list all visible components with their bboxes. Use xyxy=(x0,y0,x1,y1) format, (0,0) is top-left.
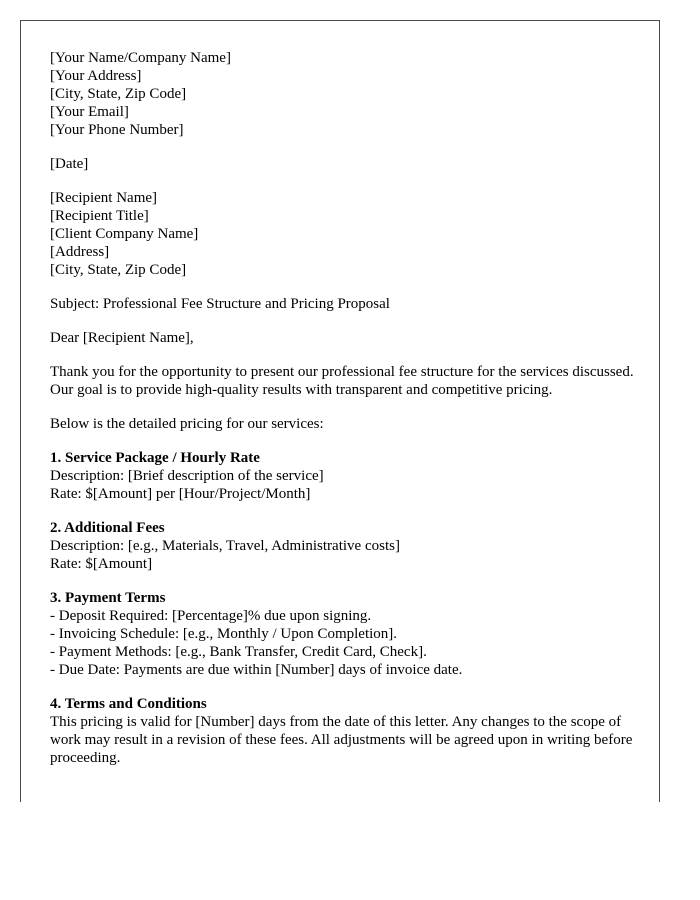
section-terms-conditions xyxy=(50,695,640,767)
section-heading: 1. Service Package / Hourly Rate xyxy=(50,450,260,466)
letter-page xyxy=(20,20,660,802)
section-additional-fees xyxy=(50,519,640,573)
section-line: - Due Date: Payments are due within [Number] days of invoice date. xyxy=(50,662,463,678)
salutation: Dear [Recipient Name], xyxy=(50,330,194,346)
sender-email: [Your Email] xyxy=(50,104,129,120)
pricing-intro: Below is the detailed pricing for our services: xyxy=(50,416,324,432)
sender-phone: [Your Phone Number] xyxy=(50,122,184,138)
section-paragraph: This pricing is valid for [Number] days from the date of this letter. Any changes to the scope of work may result in a revision of these fees. All adjustments will be agreed upon in writing before proceeding. xyxy=(50,714,633,766)
date-block xyxy=(50,155,640,173)
recipient-name: [Recipient Name] xyxy=(50,190,158,206)
section-service-package xyxy=(50,449,640,503)
recipient-company: [Client Company Name] xyxy=(50,226,199,242)
recipient-city-state-zip: [City, State, Zip Code] xyxy=(50,262,187,278)
recipient-title: [Recipient Title] xyxy=(50,208,149,224)
section-heading: 4. Terms and Conditions xyxy=(50,696,207,712)
sender-address: [Your Address] xyxy=(50,68,142,84)
intro-paragraph: Thank you for the opportunity to present our professional fee structure for the services discussed. Our goal is to provide high-quality results with transparent and competitive pricing. xyxy=(50,364,634,398)
section-line: Rate: $[Amount] xyxy=(50,556,153,572)
section-payment-terms xyxy=(50,589,640,679)
letter-date: [Date] xyxy=(50,156,89,172)
section-line: - Payment Methods: [e.g., Bank Transfer, Credit Card, Check]. xyxy=(50,644,427,660)
section-line: Description: [Brief description of the service] xyxy=(50,468,324,484)
recipient-address: [Address] xyxy=(50,244,110,260)
subject-line: Subject: Professional Fee Structure and Pricing Proposal xyxy=(50,296,390,312)
section-line: - Deposit Required: [Percentage]% due upon signing. xyxy=(50,608,372,624)
section-heading: 2. Additional Fees xyxy=(50,520,165,536)
section-line: Description: [e.g., Materials, Travel, Administrative costs] xyxy=(50,538,400,554)
sender-name: [Your Name/Company Name] xyxy=(50,50,231,66)
section-heading: 3. Payment Terms xyxy=(50,590,166,606)
sender-block xyxy=(50,49,640,139)
section-line: Rate: $[Amount] per [Hour/Project/Month] xyxy=(50,486,311,502)
recipient-block xyxy=(50,189,640,279)
letter-content xyxy=(50,49,640,783)
section-line: - Invoicing Schedule: [e.g., Monthly / Upon Completion]. xyxy=(50,626,398,642)
sender-city-state-zip: [City, State, Zip Code] xyxy=(50,86,187,102)
